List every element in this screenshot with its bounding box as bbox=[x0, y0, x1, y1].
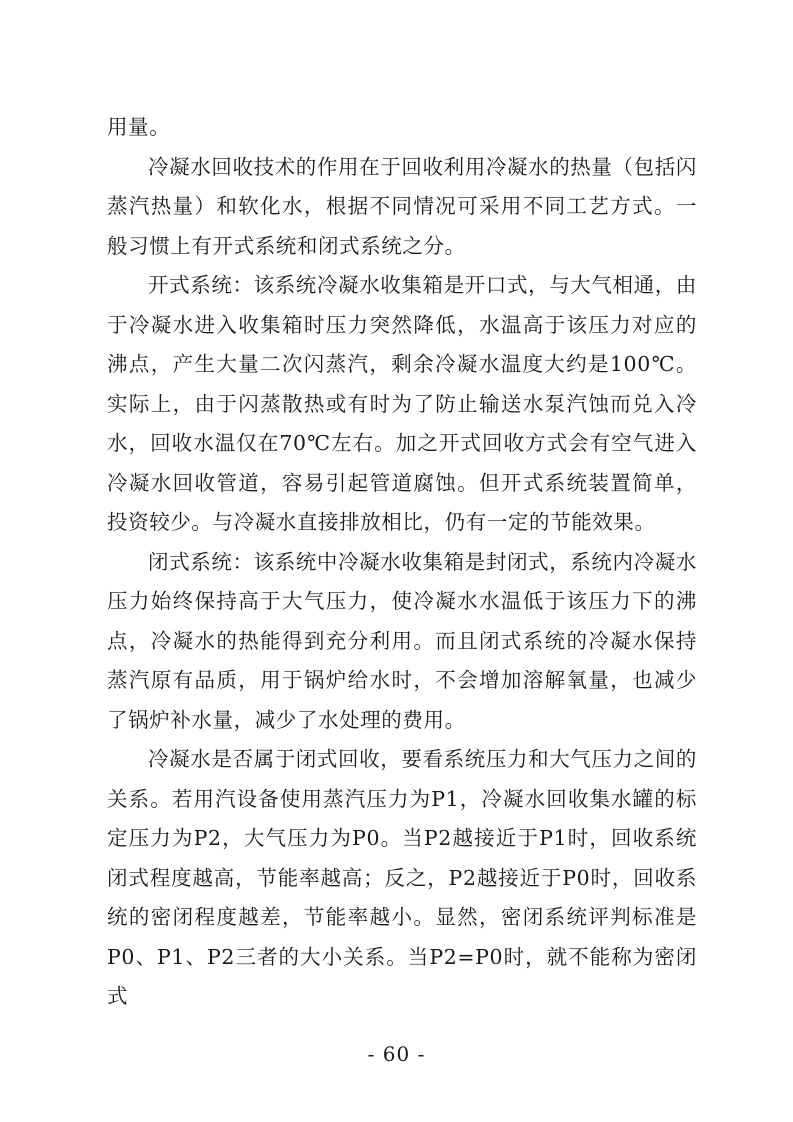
paragraph-2: 冷凝水回收技术的作用在于回收利用冷凝水的热量（包括闪蒸汽热量）和软化水，根据不同情况可采用不同工艺方式。一般习惯上有开式系统和闭式系统之分。 bbox=[107, 154, 697, 258]
paragraph-1: 用量。 bbox=[107, 115, 171, 139]
paragraph-5: 冷凝水是否属于闭式回收，要看系统压力和大气压力之间的关系。若用汽设备使用蒸汽压力为P1，冷凝水回收集水罐的标定压力为P2，大气压力为P0。当P2越接近于P1时，回收系统闭式程度越高，节能率越高；反之，P2越接近于P0时，回收系统的密闭程度越差，节能率越小。显然，密闭系统评判标准是P0、P1、P2三者的大小关系。当P2=P0时，就不能称为密闭式 bbox=[107, 747, 697, 1008]
paragraph-3: 开式系统：该系统冷凝水收集箱是开口式，与大气相通，由于冷凝水进入收集箱时压力突然降低，水温高于该压力对应的沸点，产生大量二次闪蒸汽，剩余冷凝水温度大约是100℃。实际上，由于闪蒸散热或有时为了防止输送水泵汽蚀而兑入冷水，回收水温仅在70℃左右。加之开式回收方式会有空气进入冷凝水回收管道，容易引起管道腐蚀。但开式系统装置简单，投资较少。与冷凝水直接排放相比，仍有一定的节能效果。 bbox=[107, 273, 697, 534]
paragraph-4: 闭式系统：该系统中冷凝水收集箱是封闭式，系统内冷凝水压力始终保持高于大气压力，使冷凝水水温低于该压力下的沸点，冷凝水的热能得到充分利用。而且闭式系统的冷凝水保持蒸汽原有品质，用于锅炉给水时，不会增加溶解氧量，也减少了锅炉补水量，减少了水处理的费用。 bbox=[107, 549, 697, 732]
body-text bbox=[107, 108, 697, 1017]
page-number: - 60 - bbox=[367, 1042, 426, 1066]
